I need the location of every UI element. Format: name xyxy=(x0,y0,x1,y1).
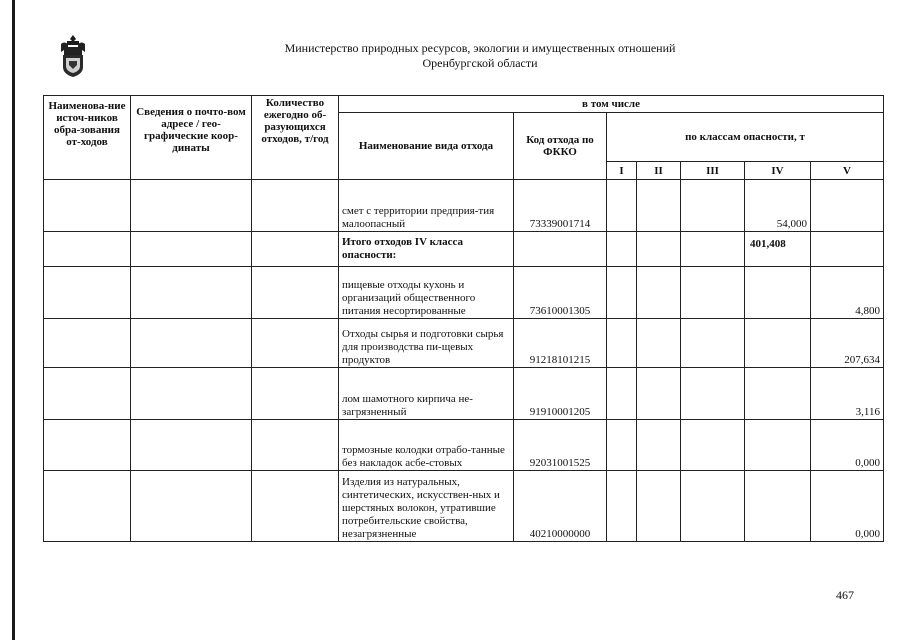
waste-name-cell: Изделия из натуральных, синтетических, искусствен-ных и шерстяных волокон, утратившие потребительские свойства, незагрязненные xyxy=(339,471,514,542)
class-5-value: 4,800 xyxy=(811,267,884,319)
class-5-value xyxy=(811,180,884,232)
table-row xyxy=(44,319,884,368)
header-class-2: II xyxy=(637,162,681,180)
waste-code-cell: 73610001305 xyxy=(514,267,607,319)
header-including: в том числе xyxy=(339,96,884,113)
class-5-value: 0,000 xyxy=(811,420,884,471)
class-5-value: 0,000 xyxy=(811,471,884,542)
table-row xyxy=(44,420,884,471)
waste-name-cell: смет с территории предприя-тия малоопасный xyxy=(339,180,514,232)
class-4-value xyxy=(745,420,811,471)
ministry-name: Министерство природных ресурсов, экологии и имущественных отношений xyxy=(284,41,676,55)
header-class-4: IV xyxy=(745,162,811,180)
header-class-3: III xyxy=(681,162,745,180)
table-row xyxy=(44,368,884,420)
class-5-value: 3,116 xyxy=(811,368,884,420)
waste-code-cell: 40210000000 xyxy=(514,471,607,542)
waste-name-cell: Итого отходов IV класса опасности: xyxy=(339,232,514,267)
header-hazard-classes: по классам опасности, т xyxy=(607,113,884,162)
header-address: Сведения о почто-вом адресе / гео-графические коор-динаты xyxy=(131,96,252,180)
waste-name-cell: Отходы сырья и подготовки сырья для производства пи-щевых продуктов xyxy=(339,319,514,368)
class-5-value xyxy=(811,232,884,267)
table-row xyxy=(44,232,884,267)
header-class-1: I xyxy=(607,162,637,180)
waste-code-cell: 91218101215 xyxy=(514,319,607,368)
header-waste-name: Наименование вида отхода xyxy=(339,113,514,180)
header-source: Наименова-ние источ-ников обра-зования от-ходов xyxy=(44,96,131,180)
class-4-value xyxy=(745,471,811,542)
waste-name-cell: тормозные колодки отрабо-танные без накладок асбе-стовых xyxy=(339,420,514,471)
header-fkko-code: Код отхода по ФККО xyxy=(514,113,607,180)
table-row xyxy=(44,267,884,319)
page-number: 467 xyxy=(836,588,854,602)
page-binding-edge xyxy=(12,0,15,640)
waste-code-cell: 91910001205 xyxy=(514,368,607,420)
waste-name-cell: пищевые отходы кухонь и организаций общественного питания несортированные xyxy=(339,267,514,319)
waste-code-cell: 92031001525 xyxy=(514,420,607,471)
region-name: Оренбургской области xyxy=(422,56,538,70)
table-row xyxy=(44,180,884,232)
class-5-value: 207,634 xyxy=(811,319,884,368)
class-4-value: 54,000 xyxy=(745,180,811,232)
header-class-5: V xyxy=(811,162,884,180)
waste-code-cell xyxy=(514,232,607,267)
waste-code-cell: 73339001714 xyxy=(514,180,607,232)
class-4-total: 401,408 xyxy=(745,232,811,267)
waste-name-cell: лом шамотного кирпича не-загрязненный xyxy=(339,368,514,420)
class-4-value xyxy=(745,319,811,368)
table-row xyxy=(44,471,884,542)
header-quantity: Количество ежегодно об-разующихся отходов, т/год xyxy=(252,96,339,180)
waste-table xyxy=(43,95,884,542)
class-4-value xyxy=(745,267,811,319)
coat-of-arms-icon xyxy=(58,34,88,78)
class-4-value xyxy=(745,368,811,420)
